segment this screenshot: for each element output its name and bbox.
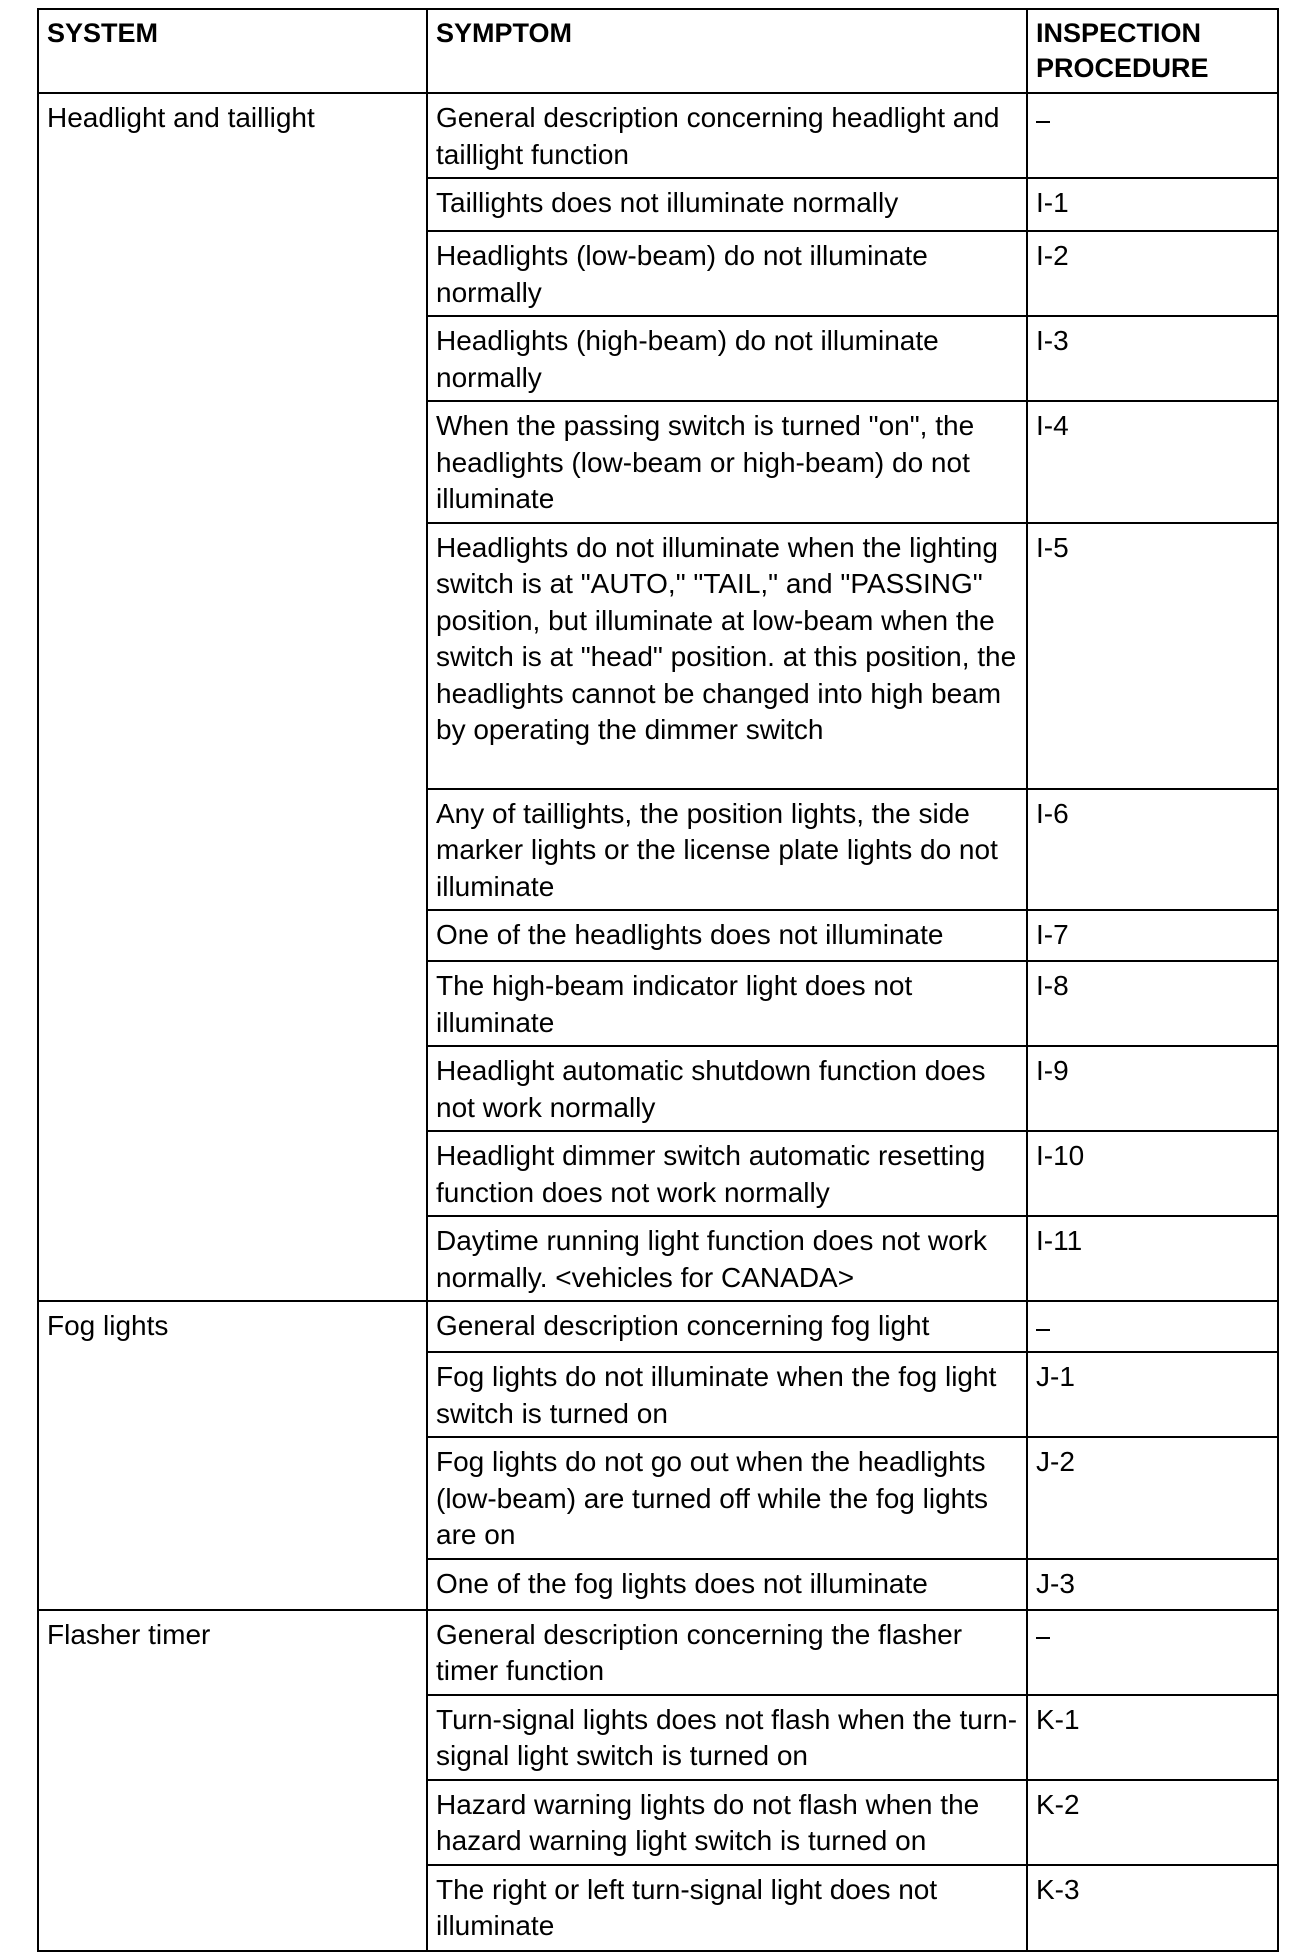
procedure-cell: K-2 [1027,1780,1278,1865]
symptom-cell: The high-beam indicator light does not illuminate [427,961,1027,1046]
symptom-cell: Fog lights do not go out when the headlights (low-beam) are turned off while the fog lights are on [427,1437,1027,1559]
symptom-cell: Headlights (low-beam) do not illuminate normally [427,231,1027,316]
procedure-cell [1027,1610,1278,1695]
procedure-cell: I-10 [1027,1131,1278,1216]
symptom-cell: Taillights does not illuminate normally [427,178,1027,231]
header-inspection-procedure [1027,9,1278,93]
procedure-cell: I-4 [1027,401,1278,523]
header-row [38,9,1278,93]
header-system: SYSTEM [38,9,427,93]
symptom-cell: The right or left turn-signal light does not illuminate [427,1865,1027,1951]
system-cell-headlight-taillight: Headlight and taillight [38,93,427,1301]
system-cell-fog-lights: Fog lights [38,1301,427,1610]
symptom-cell: Headlights do not illuminate when the lighting switch is at "AUTO," "TAIL," and "PASSING" position, but illuminate at low-beam when the switch is at "head" position. at this position, the headlights cannot be changed into high beam by operating the dimmer switch [427,523,1027,789]
procedure-cell [1027,1301,1278,1352]
procedure-cell: J-3 [1027,1559,1278,1610]
table-body [38,93,1278,1951]
procedure-cell: I-8 [1027,961,1278,1046]
symptom-cell: Hazard warning lights do not flash when the hazard warning light switch is turned on [427,1780,1027,1865]
symptom-cell: General description concerning the flasher timer function [427,1610,1027,1695]
procedure-cell: I-2 [1027,231,1278,316]
symptom-cell: When the passing switch is turned "on", the headlights (low-beam or high-beam) do not illuminate [427,401,1027,523]
symptom-cell: General description concerning fog light [427,1301,1027,1352]
procedure-dash [1036,121,1050,123]
table-row [38,93,1278,178]
procedure-dash [1036,1637,1050,1639]
procedure-cell [1027,93,1278,178]
symptom-cell: Turn-signal lights does not flash when the turn-signal light switch is turned on [427,1695,1027,1780]
symptom-cell: Headlights (high-beam) do not illuminate normally [427,316,1027,401]
procedure-cell: J-2 [1027,1437,1278,1559]
procedure-cell: I-1 [1027,178,1278,231]
symptom-cell: Any of taillights, the position lights, the side marker lights or the license plate lights do not illuminate [427,789,1027,911]
header-procedure-line2: PROCEDURE [1036,53,1209,83]
symptom-cell: One of the headlights does not illuminate [427,910,1027,961]
procedure-cell: I-6 [1027,789,1278,911]
procedure-cell: I-9 [1027,1046,1278,1131]
procedure-cell: I-5 [1027,523,1278,789]
symptom-cell: Daytime running light function does not work normally. <vehicles for CANADA> [427,1216,1027,1301]
procedure-cell: K-1 [1027,1695,1278,1780]
header-procedure-line1: INSPECTION [1036,18,1202,48]
symptom-cell: Fog lights do not illuminate when the fog light switch is turned on [427,1352,1027,1437]
procedure-cell: I-11 [1027,1216,1278,1301]
system-cell-flasher-timer: Flasher timer [38,1610,427,1951]
procedure-cell: J-1 [1027,1352,1278,1437]
symptom-cell: Headlight dimmer switch automatic resetting function does not work normally [427,1131,1027,1216]
procedure-cell: K-3 [1027,1865,1278,1951]
header-symptom: SYMPTOM [427,9,1027,93]
table-header [38,9,1278,93]
inspection-table [37,8,1279,1952]
symptom-cell: One of the fog lights does not illuminate [427,1559,1027,1610]
table-row [38,1301,1278,1352]
procedure-cell: I-7 [1027,910,1278,961]
symptom-cell: General description concerning headlight and taillight function [427,93,1027,178]
symptom-cell: Headlight automatic shutdown function does not work normally [427,1046,1027,1131]
table-row [38,1610,1278,1695]
procedure-cell: I-3 [1027,316,1278,401]
procedure-dash [1036,1329,1050,1331]
